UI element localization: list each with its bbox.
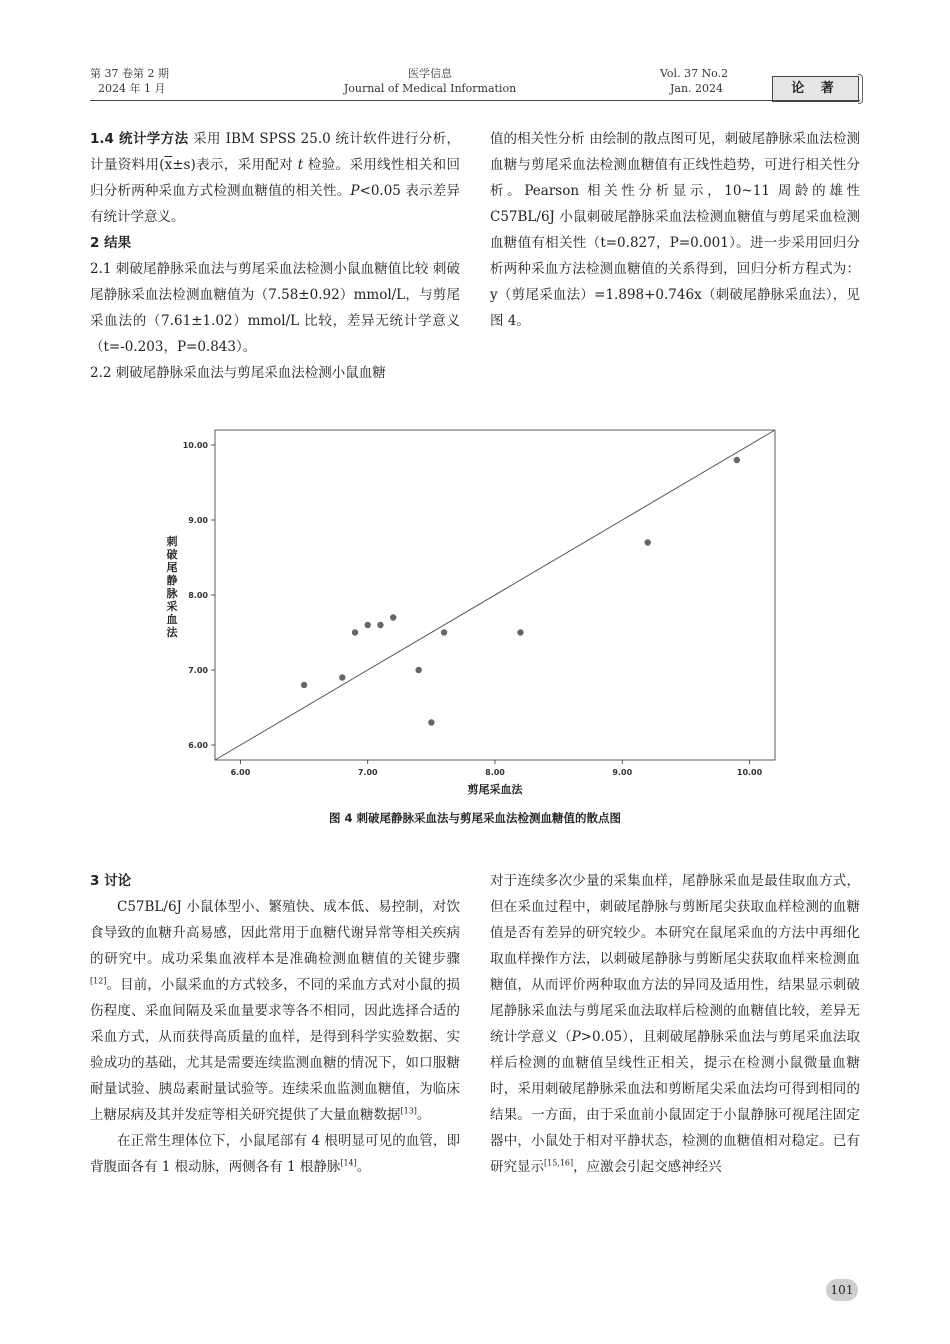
journal-title-cn: 医学信息 (408, 67, 452, 80)
stats-methods-paragraph: 1.4 统计学方法 采用 IBM SPSS 25.0 统计软件进行分析，计量资料用$(\overline{x}\pm s)$表示，采用配对 t 检验。采用线性相关和回归分析两种采血方式检测血糖值的相关性。P<0.05 表示差异有统计学意义。 (90, 131, 461, 225)
discussion-paragraph-2: 在正常生理体位下，小鼠尾部有 4 根明显可见的血管，即背腹面各有 1 根动脉，两侧各有 1 根静脉[14]。 (90, 1133, 460, 1175)
y-axis-label-char: 采 (166, 600, 178, 613)
journal-vol-en: Vol. 37 No.2 (660, 67, 729, 80)
x-tick-label: 6.00 (230, 768, 251, 777)
top-left-column (90, 126, 460, 386)
journal-title-en: Journal of Medical Information (343, 82, 517, 95)
y-tick-label: 8.00 (188, 591, 208, 600)
results-2-2-lead: 2.2 刺破尾静脉采血法与剪尾采血法检测小鼠血糖 (90, 365, 386, 381)
discussion-paragraph-1: C57BL/6J 小鼠体型小、繁殖快、成本低、易控制，对饮食导致的血糖升高易感，因此常用于血糖代谢异常等相关疾病的研究中。成功采集血液样本是准确检测血糖值的关键步骤[12]。目前，小鼠采血的方式较多，不同的采血方式对小鼠的损伤程度、采血间隔及采血量要求等各不相同，因此选择合适的采血方式，从而获得高质量的血样，是得到科学实验数据、实验成功的基础，尤其是需要连续监测血糖的情况下，如口服糖耐量试验、胰岛素耐量试验等。连续采血监测血糖值，为临床上糖尿病及其并发症等相关研究提供了大量血糖数据[13]。 (90, 899, 460, 1123)
y-tick-label: 6.00 (188, 741, 208, 750)
y-axis-label-char: 尾 (166, 561, 178, 574)
correlation-paragraph: 值的相关性分析 由绘制的散点图可见，刺破尾静脉采血法检测血糖与剪尾采血法检测血糖值有正线性趋势，可进行相关性分析。Pearson 相关性分析显示，10~11 周龄的雄性 C57BL/6J 小鼠刺破尾静脉采血法检测血糖值与剪尾采血检测血糖值有相关性（t=0.827，P=0.001）。进一步采用回归分析两种采血方法检测血糖值的关系得到，回归分析方程式为：y（剪尾采血法）=1.898+0.746x（刺破尾静脉采血法），见图 4。 (490, 131, 860, 329)
results-2-1-paragraph: 2.1 刺破尾静脉采血法与剪尾采血法检测小鼠血糖值比较 刺破尾静脉采血法检测血糖值为（7.58±0.92）mmol/L，与剪尾采血法的（7.61±1.02）mmol/L 比较，差异无统计学意义（t=-0.203，P=0.843）。 (90, 261, 460, 355)
journal-volume: 第 37 卷第 2 期 (90, 67, 169, 80)
y-axis-label-char: 血 (166, 613, 178, 626)
data-point (734, 457, 740, 463)
discussion-heading: 3 讨论 (90, 873, 132, 889)
header-left (90, 66, 169, 96)
x-tick-label: 9.00 (612, 768, 633, 777)
page-number: 101 (826, 1279, 858, 1301)
data-point (339, 674, 345, 680)
discussion-left-column (90, 868, 460, 1180)
y-tick-label: 9.00 (188, 516, 208, 525)
data-point (517, 629, 523, 635)
results-heading: 2 结果 (90, 235, 132, 251)
scatter-plot (160, 425, 790, 795)
data-point (390, 614, 396, 620)
data-point (301, 682, 307, 688)
header-center (330, 66, 530, 96)
y-axis-label-char: 破 (166, 548, 178, 561)
x-tick-label: 10.00 (736, 768, 763, 777)
data-point (352, 629, 358, 635)
journal-date: 2024 年 1 月 (98, 82, 166, 95)
x-tick-label: 8.00 (485, 768, 505, 777)
data-point (377, 622, 383, 628)
y-axis-label (167, 534, 179, 639)
discussion-right-paragraph: 对于连续多次少量的采集血样，尾静脉采血是最佳取血方式，但在采血过程中，刺破尾静脉与剪断尾尖获取血样检测的血糖值是否有差异的研究较少。本研究在鼠尾采血的方法中再细化取血样操作方法，以刺破尾静脉与剪断尾尖获取血样来检测血糖值，从而评价两种取血方法的异同及适用性，结果显示刺破尾静脉采血法与剪尾采血法取样后检测的血糖值比较，差异无统计学意义（P>0.05），且刺破尾静脉采血法与剪尾采血法取样后检测的血糖值呈线性正相关，提示在检测小鼠微量血糖时，采用刺破尾静脉采血法和剪断尾尖采血法均可得到相同的结果。一方面，由于采血前小鼠固定于小鼠静脉可视尾注固定器中，小鼠处于相对平静状态，检测的血糖值相对稳定。已有研究显示[15,16]，应激会引起交感神经兴 (490, 873, 861, 1175)
y-axis-label-char: 刺 (166, 535, 178, 548)
discussion-right-column (490, 868, 860, 1180)
y-tick-label: 7.00 (188, 666, 208, 675)
figure-caption: 图 4 刺破尾静脉采血法与剪尾采血法检测血糖值的散点图 (328, 811, 621, 825)
header-right (660, 66, 728, 96)
y-axis-label-char: 静 (166, 574, 178, 587)
header-rule (90, 100, 860, 101)
data-point (415, 667, 421, 673)
article-type-badge: 论 著 (772, 76, 859, 102)
y-tick-label: 10.00 (182, 441, 208, 450)
x-axis-label: 剪尾采血法 (467, 783, 523, 795)
x-tick-label: 7.00 (357, 768, 378, 777)
data-point (645, 539, 651, 545)
y-axis-label-char: 脉 (166, 587, 178, 600)
y-axis-label-char: 法 (166, 626, 178, 639)
journal-date-en: Jan. 2024 (670, 82, 724, 95)
data-point (441, 629, 447, 635)
data-point (428, 719, 434, 725)
reference-line (215, 430, 775, 760)
data-point (365, 622, 371, 628)
top-right-column (490, 126, 860, 334)
